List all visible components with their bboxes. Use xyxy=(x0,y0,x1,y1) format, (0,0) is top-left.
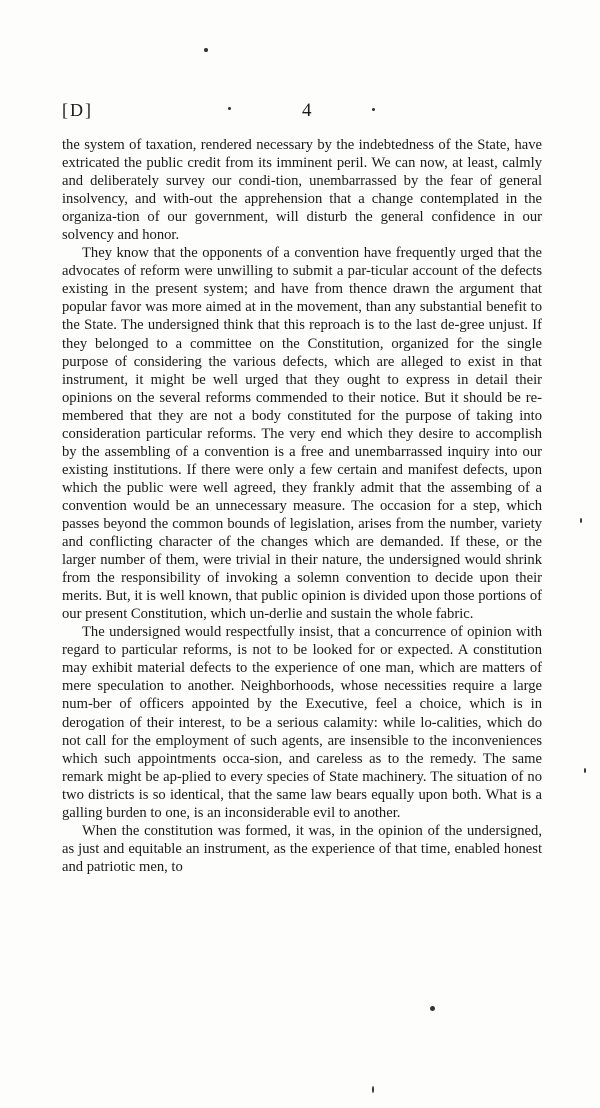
print-speck xyxy=(580,518,582,523)
print-speck xyxy=(372,108,375,111)
print-speck xyxy=(204,48,208,52)
paragraph: When the constitution was formed, it was, in the opinion of the undersigned, as just and equitable an instrument, as the experience of that time, enabled honest and patriotic men, to xyxy=(62,822,542,875)
paragraph: the system of taxation, rendered necessary by the indebtedness of the State, have extricated the public credit from its imminent peril. We can now, at least, calmly and deliberately survey our condi-tion, unembarrassed by the fear of general insolvency, and with-out the apprehension that a change contemplated in the organiza-tion of our government, will disturb the general confidence in our solvency and honor. xyxy=(62,137,542,244)
print-speck xyxy=(228,107,231,110)
print-speck xyxy=(430,1006,435,1011)
print-speck xyxy=(584,768,586,773)
signature-mark: [D] xyxy=(62,100,93,120)
paragraph: They know that the opponents of a convention have frequently urged that the advocates of reform were unwilling to submit a par-ticular account of the defects existing in the present system; and have from thence drawn the argument that popular favor was more aimed at in the movement, than any substantial benefit to the State. The undersigned think that this reproach is to the last de-gree unjust. If they belonged to a committee on the Constitution, organized for the single purpose of considering the various defects, which are alleged to exist in that instrument, it might be well urged that they ought to express in detail their opinions on the several reforms commended to their notice. But it should be re-membered that they are not a body constituted for the purpose of taking into consideration particular reforms. The very end which they desire to accomplish by the assembling of a convention is a free and unembarrassed inquiry into our existing institutions. If there were only a few certain and manifest defects, upon which the public were well agreed, they frankly admit that the assembing of a convention would be an unnecessary measure. The occasion for a step, which passes beyond the common bounds of legislation, arises from the number, variety and conflicting character of the changes which are demanded. If these, or the larger number of them, were trivial in their nature, the undersigned would shrink from the responsibility of invoking a solemn convention to decide upon their merits. But, it is well known, that public opinion is divided upon those portions of our present Constitution, which un-derlie and sustain the whole fabric. xyxy=(62,245,542,623)
print-speck xyxy=(372,1086,374,1093)
page-number: 4 xyxy=(302,100,312,121)
paragraph: The undersigned would respectfully insist, that a concurrence of opinion with regard to particular reforms, is not to be looked for or expected. A constitution may exhibit material defects to the experience of one man, which are matters of mere speculation to another. Neighborhoods, whose necessities require a large num-ber of officers appointed by the Executive, feel a choice, which is in derogation of their interest, to be a serious calamity: while lo-calities, which do not call for the employment of such agents, are insensible to the inconveniences which such appointments occa-sion, and careless as to the remedy. The same remark might be ap-plied to every species of State machinery. The situation of no two districts is so identical, that the same law bears equally upon both. What is a galling burden to one, is an inconsiderable evil to another. xyxy=(62,624,542,821)
body-text xyxy=(62,136,542,876)
page-header xyxy=(62,100,542,128)
